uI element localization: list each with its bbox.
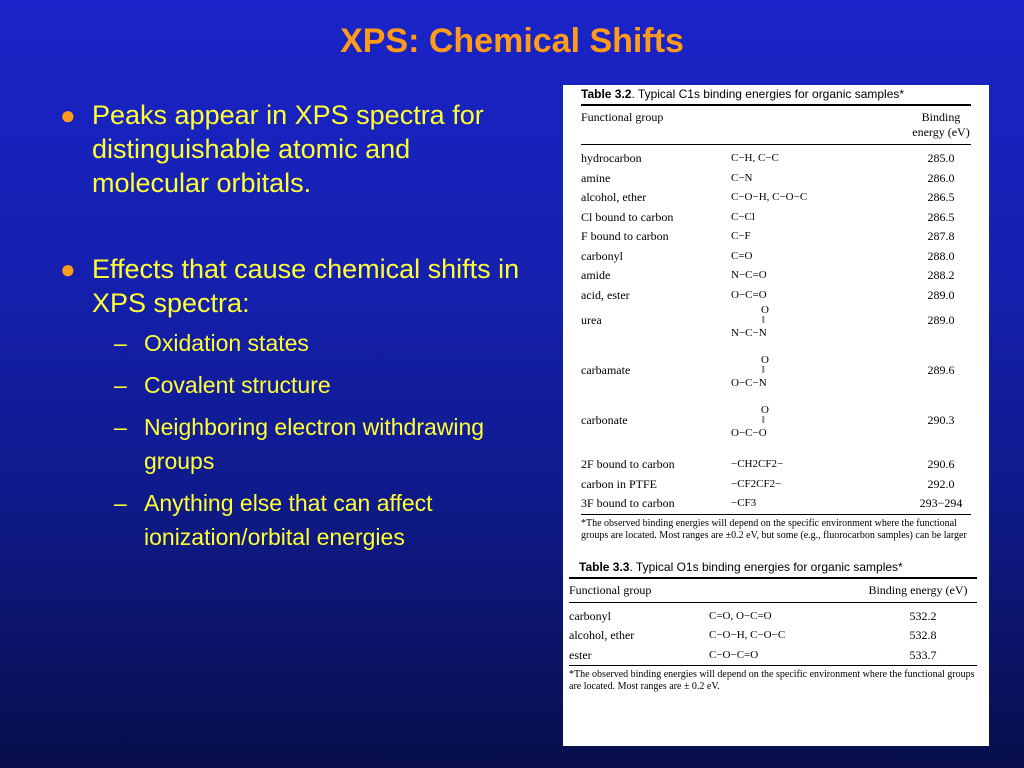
table-row — [569, 626, 977, 646]
table-row — [581, 188, 971, 208]
formula-cell: C=O — [731, 249, 753, 262]
bullet-text: Effects that cause chemical shifts in XPS spectra: — [92, 254, 520, 318]
formula-cell: C−N — [731, 171, 753, 184]
table-row — [581, 405, 971, 455]
table-row — [581, 355, 971, 405]
structure-formula: O−C−N — [731, 377, 767, 389]
table-row — [581, 455, 971, 475]
functional-group-cell: 2F bound to carbon — [581, 457, 675, 471]
formula-cell: C−H, C−C — [731, 152, 779, 164]
table-caption — [581, 87, 971, 101]
table-footnote: *The observed binding energies will depend on the specific environment where the functional groups are located. Most ranges are ± 0.2 eV. — [569, 669, 975, 692]
sub-bullet-text: Oxidation states — [144, 330, 309, 356]
table-caption — [569, 560, 977, 574]
bullet-list — [60, 98, 530, 562]
formula-cell: −CF2CF2− — [731, 477, 782, 490]
table-o1s — [563, 560, 989, 694]
functional-group-cell: acid, ester — [581, 287, 630, 302]
dash-icon: – — [114, 372, 127, 398]
table-row — [581, 247, 971, 267]
binding-energy-cell: 287.8 — [927, 229, 955, 243]
slide-title: XPS: Chemical Shifts — [340, 22, 684, 60]
table-footnote: *The observed binding energies will depend on the specific environment where the functional groups are located. Most ranges are ±0.2 eV, but some (e.g., fluorocarbon samples) can be larger — [581, 517, 967, 541]
binding-energy-cell: 292.0 — [927, 476, 955, 491]
table-header — [581, 106, 971, 144]
formula-cell — [731, 405, 911, 441]
column-header: Functional group — [581, 110, 664, 124]
dash-icon: – — [114, 490, 127, 516]
bullet-item — [60, 252, 530, 554]
double-bond-icon: ‖ — [762, 415, 765, 426]
sub-bullet-text: Neighboring electron withdrawing groups — [144, 414, 485, 474]
structure-top-atom: O — [761, 354, 769, 366]
functional-group-cell: carbamate — [581, 363, 631, 377]
functional-group-cell: ester — [569, 647, 592, 662]
formula-cell: −CH2CF2− — [731, 458, 784, 470]
formula-cell — [731, 355, 911, 391]
double-bond-icon: ‖ — [762, 365, 765, 376]
table-caption-text: . Typical C1s binding energies for organic samples* — [631, 87, 905, 101]
table-row — [581, 149, 971, 169]
functional-group-cell: carbon in PTFE — [581, 476, 657, 491]
column-header: Binding energy (eV) — [912, 110, 970, 139]
sub-bullet-list — [92, 326, 530, 554]
functional-group-cell: amide — [581, 268, 611, 282]
binding-energy-cell: 290.6 — [927, 457, 955, 471]
table-row — [581, 208, 971, 228]
binding-energy-cell: 286.5 — [927, 190, 955, 204]
binding-energy-cell: 288.0 — [927, 248, 955, 263]
binding-energy-cell: 293−294 — [919, 496, 963, 510]
functional-group-cell: alcohol, ether — [581, 190, 647, 204]
functional-group-cell: 3F bound to carbon — [581, 496, 675, 510]
binding-energy-cell: 288.2 — [927, 268, 955, 282]
structure-formula: O−C−O — [731, 427, 767, 439]
binding-energy-cell: 286.0 — [927, 170, 955, 185]
dash-icon: – — [114, 414, 127, 440]
functional-group-cell: F bound to carbon — [581, 229, 669, 243]
formula-cell: C−F — [731, 230, 751, 242]
dash-icon: – — [114, 330, 127, 356]
binding-energy-cell: 289.6 — [927, 363, 955, 377]
functional-group-cell: alcohol, ether — [569, 628, 635, 642]
binding-energy-cell: 532.8 — [909, 628, 937, 642]
functional-group-cell: hydrocarbon — [581, 151, 642, 165]
functional-group-cell: carbonate — [581, 413, 628, 427]
table-row — [569, 607, 977, 627]
table-row — [569, 646, 977, 666]
formula-cell: N−C=O — [731, 269, 767, 281]
table-header — [569, 579, 977, 602]
binding-energy-cell: 532.2 — [909, 608, 937, 623]
table-row — [581, 494, 971, 514]
functional-group-cell: carbonyl — [569, 608, 611, 623]
sub-bullet-item — [92, 486, 530, 554]
table-row — [581, 169, 971, 189]
table-label: Table 3.3 — [579, 559, 630, 574]
formula-cell: C=O, O−C=O — [709, 609, 772, 622]
bullet-dot-icon: ● — [60, 100, 76, 130]
table-caption-text: . Typical O1s binding energies for organic samples* — [629, 559, 903, 574]
table-body — [569, 607, 977, 666]
functional-group-cell: amine — [581, 170, 611, 185]
formula-cell: C−O−H, C−O−C — [709, 629, 786, 641]
structure-formula: N−C−N — [731, 327, 767, 339]
double-bond-icon: ‖ — [762, 315, 765, 326]
binding-energy-tables-image — [563, 85, 989, 746]
formula-cell: C−O−C=O — [709, 648, 759, 661]
formula-cell: C−O−H, C−O−C — [731, 191, 808, 203]
bullet-dot-icon: ● — [60, 254, 76, 284]
table-row — [581, 286, 971, 306]
bullet-item — [60, 98, 530, 200]
binding-energy-cell: 290.3 — [927, 413, 955, 427]
structure-top-atom: O — [761, 304, 769, 316]
bullet-text: Peaks appear in XPS spectra for distinguishable atomic and molecular orbitals. — [92, 100, 484, 198]
sub-bullet-item — [92, 368, 530, 402]
table-row — [581, 227, 971, 247]
binding-energy-cell: 286.5 — [927, 209, 955, 224]
table-c1s — [563, 85, 989, 542]
column-header: Binding energy (eV) — [868, 582, 968, 597]
sub-bullet-item — [92, 410, 530, 478]
sub-bullet-text: Covalent structure — [144, 372, 331, 398]
formula-cell — [731, 305, 911, 341]
functional-group-cell: Cl bound to carbon — [581, 209, 674, 224]
sub-bullet-text: Anything else that can affect ionization/orbital energies — [144, 490, 433, 550]
functional-group-cell: carbonyl — [581, 248, 623, 263]
table-row — [581, 475, 971, 495]
column-header: Functional group — [569, 582, 652, 597]
binding-energy-cell: 533.7 — [909, 647, 937, 662]
formula-cell: O−C=O — [731, 288, 767, 301]
table-body — [581, 149, 971, 514]
functional-group-cell: urea — [581, 313, 602, 327]
binding-energy-cell: 285.0 — [927, 151, 955, 165]
table-row — [581, 305, 971, 355]
formula-cell: −CF3 — [731, 497, 757, 509]
structure-top-atom: O — [761, 404, 769, 416]
binding-energy-cell: 289.0 — [927, 287, 955, 302]
sub-bullet-item — [92, 326, 530, 360]
table-row — [581, 266, 971, 286]
binding-energy-cell: 289.0 — [927, 313, 955, 327]
formula-cell: C−Cl — [731, 210, 755, 223]
table-label: Table 3.2 — [581, 87, 632, 101]
